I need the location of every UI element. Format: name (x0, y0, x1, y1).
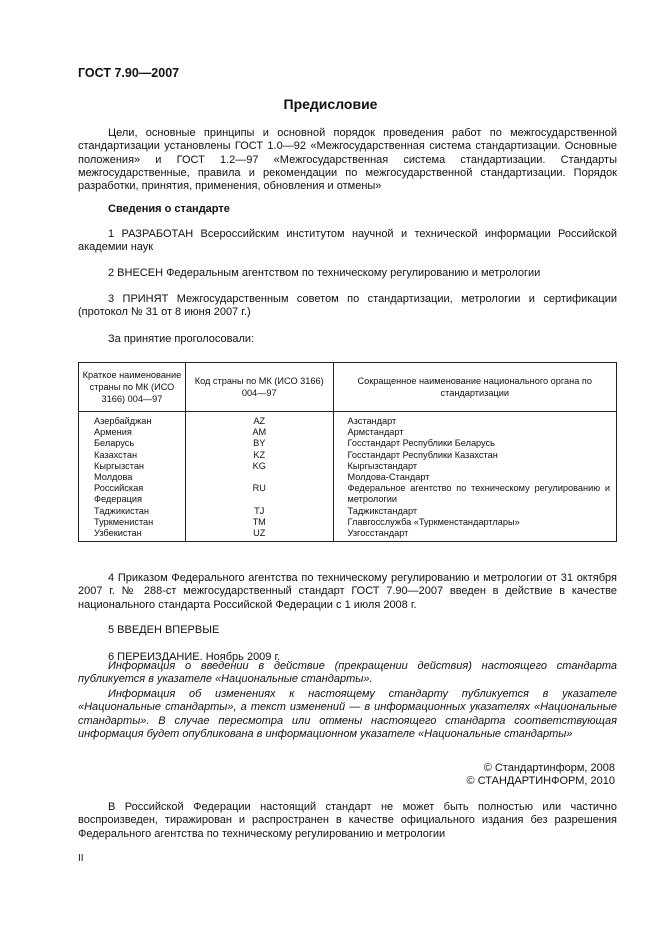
cell-country: Российская Федерация (79, 483, 186, 505)
cell-code: UZ (185, 528, 333, 542)
copyright-2010: © СТАНДАРТИНФОРМ, 2010 (466, 775, 615, 787)
page-number: II (78, 853, 84, 864)
info-paragraph-2: Информация об изменениях к настоящему стандарту публикуется в указателе «Национальные стандарты», а текст изменений — в информационных указателях «Национальные стандарты». В случае пересмотра или отмены настоящего стандарта соответствующая информация будет опубликована в информационном указателе «Национальные стандарты» (78, 688, 617, 740)
item-2: 2 ВНЕСЕН Федеральным агентством по техническому регулированию и метрологии (108, 267, 541, 279)
table-row (79, 450, 617, 461)
table-row (79, 528, 617, 542)
page-title: Предисловие (283, 96, 378, 112)
cell-org: Госстандарт Республики Беларусь (333, 438, 616, 449)
table-row (79, 438, 617, 449)
cell-country: Кыргызстан (79, 461, 186, 472)
table-row (79, 427, 617, 438)
cell-code: KG (185, 461, 333, 472)
cell-country: Азербайджан (79, 412, 186, 428)
cell-org: Таджикстандарт (333, 506, 616, 517)
countries-table (78, 362, 617, 542)
table-row (79, 412, 617, 428)
cell-code (185, 472, 333, 483)
table-row (79, 506, 617, 517)
document-header: ГОСТ 7.90—2007 (78, 66, 180, 80)
cell-org: Узгосстандарт (333, 528, 616, 542)
item-1: 1 РАЗРАБОТАН Всероссийским институтом научной и технической информации Российской академии наук (78, 228, 617, 254)
cell-code: AM (185, 427, 333, 438)
item-3: 3 ПРИНЯТ Межгосударственным советом по стандартизации, метрологии и сертификации (протокол № 31 от 8 июня 2007 г.) (78, 293, 617, 319)
cell-code: TM (185, 517, 333, 528)
cell-org: Молдова-Стандарт (333, 472, 616, 483)
column-header-code: Код страны по МК (ИСО 3166) 004—97 (185, 363, 333, 412)
cell-org: Госстандарт Республики Казахстан (333, 450, 616, 461)
section-subtitle: Сведения о стандарте (108, 203, 230, 215)
item-4: 4 Приказом Федерального агентства по техническому регулированию и метрологии от 31 октября 2007 г. № 288-ст межгосударственный стандарт ГОСТ 7.90—2007 введен в действие в качестве национального стандарта Российской Федерации с 1 июля 2008 г. (78, 572, 617, 611)
cell-org: Кыргызстандарт (333, 461, 616, 472)
table-row (79, 517, 617, 528)
cell-country: Казахстан (79, 450, 186, 461)
cell-country: Узбекистан (79, 528, 186, 542)
cell-org: Главгосслужба «Туркменстандартлары» (333, 517, 616, 528)
table-row (79, 472, 617, 483)
cell-code: RU (185, 483, 333, 505)
reproduction-notice: В Российской Федерации настоящий стандарт не может быть полностью или частично воспроизведен, тиражирован и распространен в качестве официального издания без разрешения Федерального агентства по техническому регулированию и метрологии (78, 801, 617, 840)
column-header-country: Краткое наименование страны по МК (ИСО 3166) 004—97 (79, 363, 186, 412)
item-5: 5 ВВЕДЕН ВПЕРВЫЕ (108, 624, 220, 636)
table-header-row (79, 363, 617, 412)
table-row (79, 483, 617, 505)
cell-code: KZ (185, 450, 333, 461)
cell-org: Федеральное агентство по техническому регулированию и метрологии (333, 483, 616, 505)
table-row (79, 461, 617, 472)
cell-code: TJ (185, 506, 333, 517)
cell-code: BY (185, 438, 333, 449)
copyright-2008: © Стандартинформ, 2008 (483, 762, 615, 774)
voted-label: За принятие проголосовали: (108, 333, 255, 345)
cell-country: Туркменистан (79, 517, 186, 528)
intro-paragraph: Цели, основные принципы и основной порядок проведения работ по межгосударственной стандартизации установлены ГОСТ 1.0—92 «Межгосударственная система стандартизации. Основные положения» и ГОСТ 1.2—97 «Межгосударственная система стандартизации. Стандарты межгосударственные, правила и рекомендации по межгосударственной стандартизации. Порядок разработки, принятия, применения, обновления и отмены» (78, 127, 617, 193)
cell-country: Таджикистан (79, 506, 186, 517)
cell-country: Беларусь (79, 438, 186, 449)
item-6: 6 ПЕРЕИЗДАНИЕ. Ноябрь 2009 г. (108, 651, 281, 663)
info-paragraph-1: Информация о введении в действие (прекращении действия) настоящего стандарта публикуется в указателе «Национальные стандарты». (78, 660, 617, 686)
column-header-org: Сокращенное наименование национального органа по стандартизации (333, 363, 616, 412)
cell-country: Молдова (79, 472, 186, 483)
cell-org: Азстандарт (333, 412, 616, 428)
cell-org: Армстандарт (333, 427, 616, 438)
cell-country: Армения (79, 427, 186, 438)
cell-code: AZ (185, 412, 333, 428)
